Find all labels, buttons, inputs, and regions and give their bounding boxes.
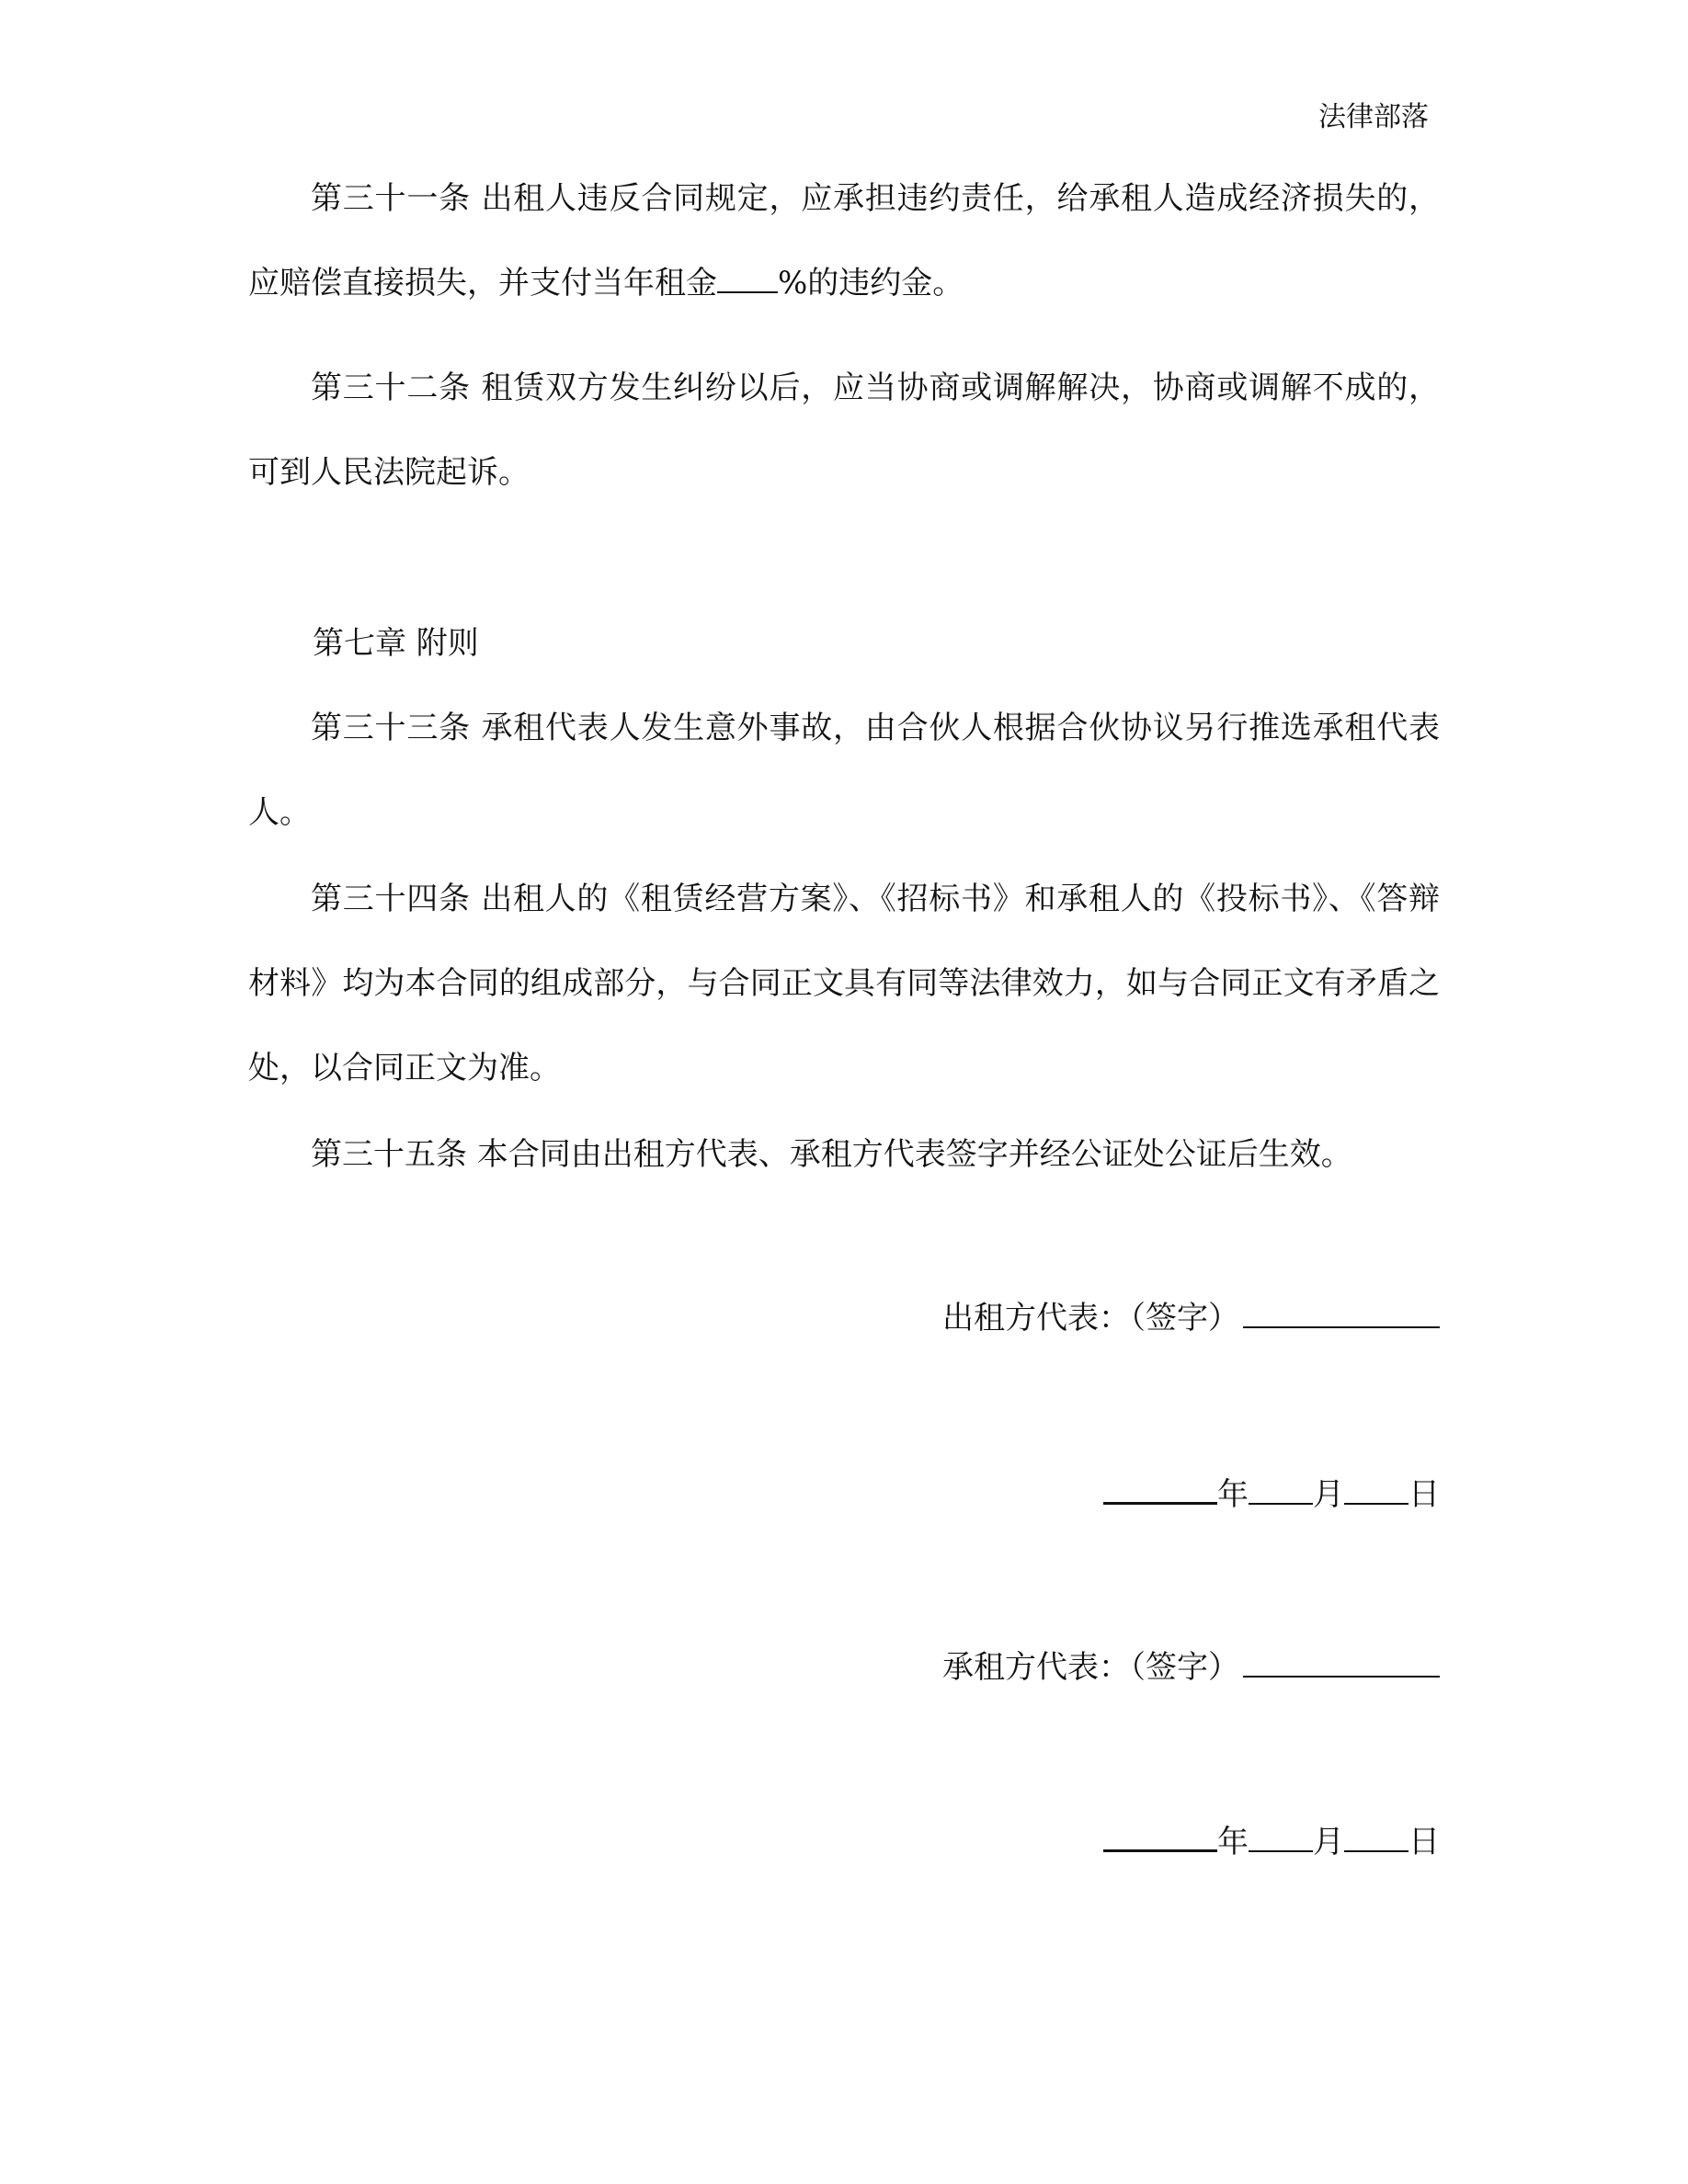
article-31-paragraph [248, 156, 1440, 325]
article-31 [248, 156, 1440, 325]
lessee-signature-label: 承租方代表：（签字） [942, 1649, 1239, 1686]
lessor-signature-label: 出租方代表：（签字） [942, 1300, 1239, 1337]
lessor-month-blank [1249, 1472, 1313, 1505]
lessee-signature-line [942, 1640, 1440, 1695]
lessee-day-blank [1344, 1819, 1409, 1852]
lessor-day-blank [1344, 1472, 1409, 1505]
article-32 [248, 346, 1440, 515]
lessee-signature-blank [1243, 1644, 1440, 1678]
article-31-text-end: %的违约金。 [778, 265, 964, 301]
header-brand: 法律部落 [1318, 101, 1429, 133]
lessor-signature-blank [1243, 1295, 1440, 1328]
article-33-paragraph: 第三十三条 承租代表人发生意外事故，由合伙人根据合伙协议另行推选承租代表人。 [248, 710, 1440, 831]
lessee-year-label: 年 [1217, 1824, 1249, 1860]
article-32-paragraph: 第三十二条 租赁双方发生纠纷以后，应当协商或调解解决，协商或调解不成的，可到人民法院起诉。 [248, 370, 1440, 491]
lessee-day-label: 日 [1409, 1824, 1440, 1860]
lessor-year-blank [1103, 1471, 1217, 1505]
chapter-7-title: 第七章 附则 [313, 625, 479, 662]
lessor-year-label: 年 [1217, 1476, 1249, 1513]
article-34 [248, 857, 1440, 1110]
lessor-day-label: 日 [1409, 1476, 1440, 1513]
lessee-year-blank [1103, 1818, 1217, 1852]
lessee-date-line [1103, 1814, 1440, 1870]
article-34-paragraph: 第三十四条 出租人的《租赁经营方案》、《招标书》和承租人的《投标书》、《答辩材料》均为本合同的组成部分，与合同正文具有同等法律效力，如与合同正文有矛盾之处，以合同正文为准。 [248, 881, 1440, 1086]
article-31-text: 第三十一条 出租人违反合同规定，应承担违约责任，给承租人造成经济损失的，应赔偿直接损失，并支付当年租金 [248, 180, 1440, 301]
penalty-rate-blank [717, 260, 778, 293]
lessor-month-label: 月 [1313, 1476, 1344, 1513]
lessee-month-label: 月 [1313, 1824, 1344, 1860]
lessee-month-blank [1249, 1819, 1313, 1852]
article-33 [248, 686, 1440, 855]
article-35-paragraph: 第三十五条 本合同由出租方代表、承租方代表签字并经公证处公证后生效。 [311, 1136, 1352, 1173]
lessor-signature-line [942, 1291, 1440, 1346]
article-35 [248, 1112, 1440, 1197]
lessor-date-line [1103, 1467, 1440, 1522]
